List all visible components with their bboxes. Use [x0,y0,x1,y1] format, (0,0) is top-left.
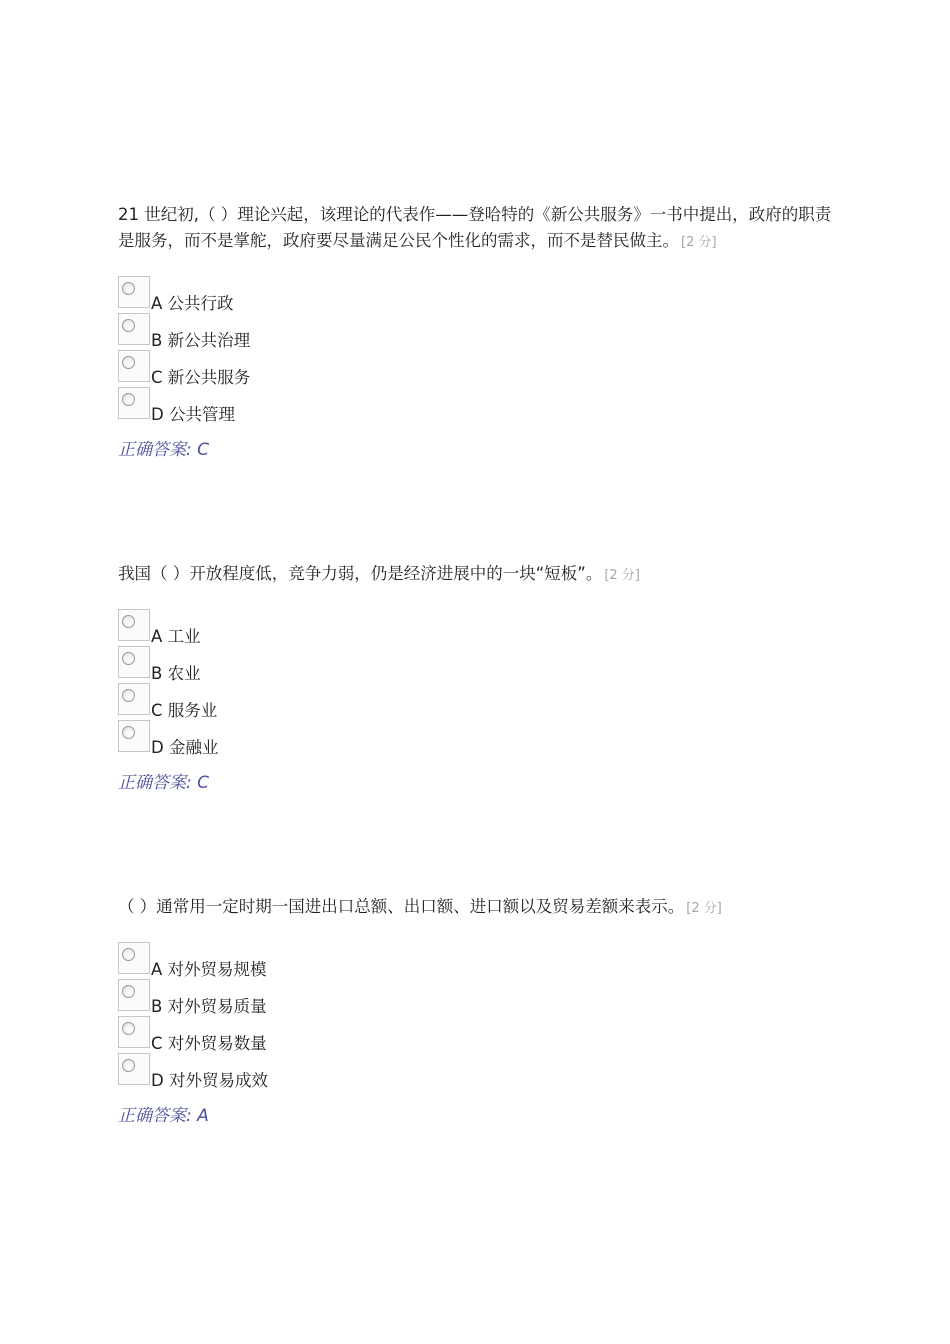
question-1 [118,202,838,460]
option-a[interactable] [118,271,838,313]
question-stem: 我国（ ）开放程度低，竞争力弱，仍是经济进展中的一块“短板”。 [118,564,603,583]
radio-button[interactable] [118,350,150,382]
option-label: B 新公共治理 [151,331,251,350]
option-b[interactable] [118,308,838,350]
option-c[interactable] [118,678,838,720]
question-score: [2 分] [681,235,717,250]
correct-answer: 正确答案: C [118,440,210,460]
radio-icon [122,1022,135,1035]
radio-button[interactable] [118,979,150,1011]
option-label: A 公共行政 [151,294,234,313]
radio-icon [122,615,135,628]
option-label: D 公共管理 [151,405,235,424]
option-label: B 农业 [151,664,201,683]
question-stem: 21 世纪初,（ ）理论兴起，该理论的代表作——登哈特的《新公共服务》一书中提出，政府的职责是服务，而不是掌舵，政府要尽量满足公民个性化的需求，而不是替民做主。 [118,205,832,250]
radio-icon [122,1059,135,1072]
question-text [118,561,838,589]
radio-icon [122,726,135,739]
correct-answer: 正确答案: C [118,773,210,793]
radio-button[interactable] [118,1053,150,1085]
option-label: C 服务业 [151,701,218,720]
option-label: C 对外贸易数量 [151,1034,267,1053]
question-text [118,202,838,256]
question-3 [118,894,838,1126]
option-a[interactable] [118,937,838,979]
question-score: [2 分] [686,901,722,916]
option-label: B 对外贸易质量 [151,997,267,1016]
radio-button[interactable] [118,720,150,752]
option-a[interactable] [118,604,838,646]
question-stem: （ ）通常用一定时期一国进出口总额、出口额、进口额以及贸易差额来表示。 [118,897,685,916]
radio-icon [122,985,135,998]
radio-icon [122,652,135,665]
question-2 [118,561,838,793]
option-list [118,604,838,757]
radio-button[interactable] [118,1016,150,1048]
option-d[interactable] [118,382,838,424]
radio-button[interactable] [118,313,150,345]
radio-icon [122,948,135,961]
option-list [118,271,838,424]
option-label: A 工业 [151,627,201,646]
option-label: A 对外贸易规模 [151,960,267,979]
radio-icon [122,356,135,369]
radio-button[interactable] [118,646,150,678]
option-b[interactable] [118,641,838,683]
question-score: [2 分] [604,568,640,583]
radio-button[interactable] [118,276,150,308]
option-b[interactable] [118,974,838,1016]
option-label: D 金融业 [151,738,219,757]
radio-button[interactable] [118,609,150,641]
option-c[interactable] [118,1011,838,1053]
radio-button[interactable] [118,387,150,419]
radio-button[interactable] [118,683,150,715]
option-label: D 对外贸易成效 [151,1071,268,1090]
correct-answer: 正确答案: A [118,1106,209,1126]
option-list [118,937,838,1090]
radio-icon [122,393,135,406]
option-d[interactable] [118,715,838,757]
option-label: C 新公共服务 [151,368,251,387]
radio-icon [122,689,135,702]
radio-icon [122,319,135,332]
radio-button[interactable] [118,942,150,974]
option-c[interactable] [118,345,838,387]
question-text [118,894,838,922]
option-d[interactable] [118,1048,838,1090]
radio-icon [122,282,135,295]
